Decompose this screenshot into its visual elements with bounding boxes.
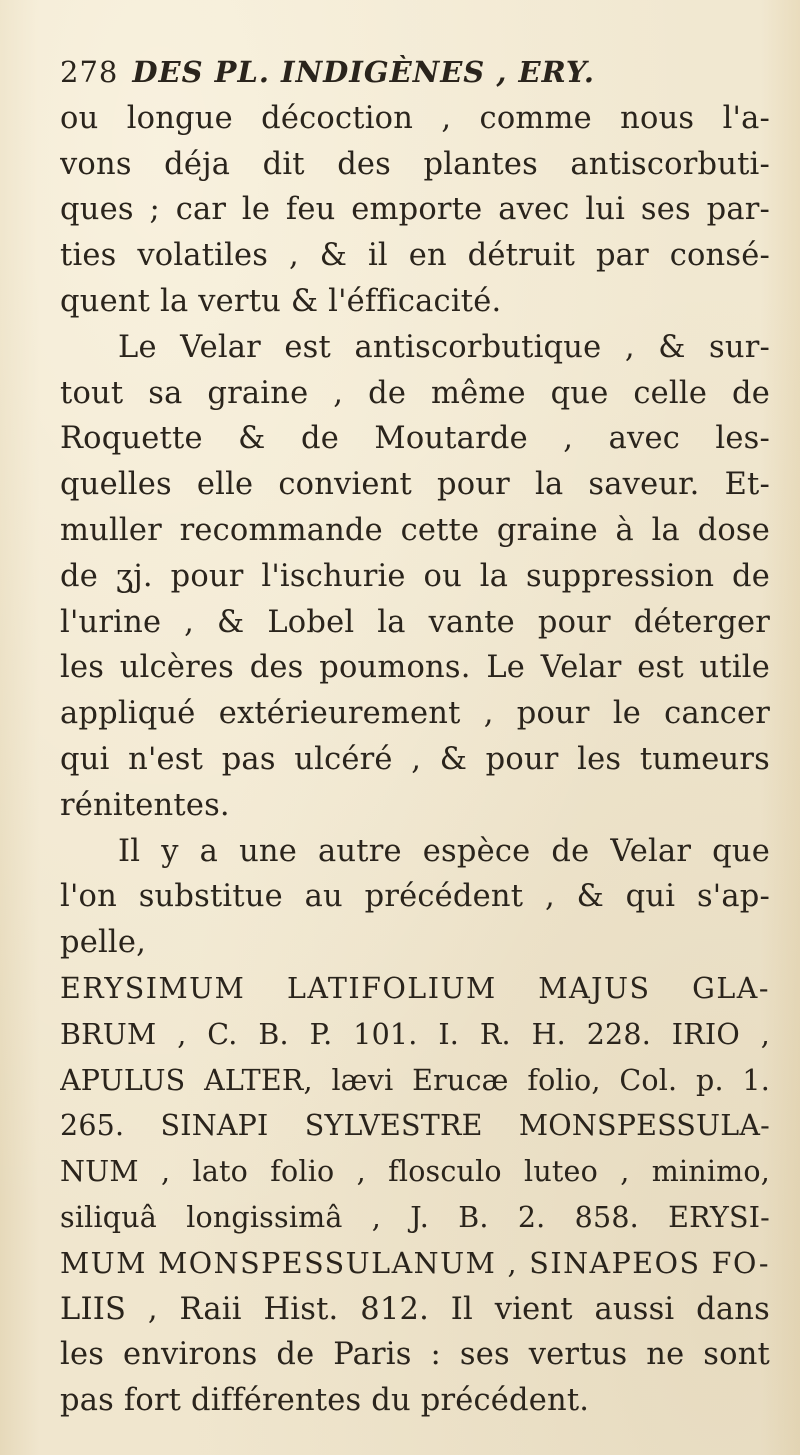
text-line: ou longue décoction , comme nous l'a- [60, 100, 770, 136]
text-line: de ʒj. pour l'ischurie ou la suppression de [60, 558, 770, 594]
text-line: vons déja dit des plantes antiscorbuti- [60, 146, 770, 182]
latin-synonym-line: MUM MONSPESSULANUM , SINAPEOS FO- [60, 1246, 770, 1280]
page-text [60, 50, 770, 1424]
text-line: appliqué extérieurement , pour le cancer [60, 696, 770, 732]
running-header [60, 50, 770, 96]
text-line: qui n'est pas ulcéré , & pour les tumeurs [60, 741, 770, 777]
text-line: quent la vertu & l'éfficacité. [60, 283, 502, 319]
text-line: ques ; car le feu emporte avec lui ses par- [60, 192, 770, 228]
text-line: Roquette & de Moutarde , avec les- [60, 421, 770, 457]
text-line: muller recommande cette graine à la dose [60, 512, 770, 548]
text-line: Il y a une autre espèce de Velar que [118, 833, 770, 869]
text-line: ties volatiles , & il en détruit par consé- [60, 238, 770, 274]
text-line: les ulcères des poumons. Le Velar est utile [60, 650, 770, 686]
text-line: pas fort différentes du précédent. [60, 1383, 590, 1419]
text-line: les environs de Paris : ses vertus ne sont [60, 1337, 770, 1373]
latin-synonym-line: APULUS ALTER, lævi Erucæ folio, Col. p. 1. [60, 1063, 770, 1097]
text-line: quelles elle convient pour la saveur. Et- [60, 467, 770, 503]
text-line: Le Velar est antiscorbutique , & sur- [118, 329, 770, 365]
text-line: pelle, [60, 925, 147, 961]
latin-synonym-line: NUM , lato folio , flosculo luteo , minimo, [60, 1155, 770, 1189]
running-title: DES PL. INDIGÈNES , ERY. [132, 55, 595, 89]
latin-synonym-line: siliquâ longissimâ , J. B. 2. 858. ERYSI- [60, 1200, 770, 1234]
text-line: LIIS , Raii Hist. 812. Il vient aussi dans [60, 1291, 770, 1327]
latin-synonym-line: BRUM , C. B. P. 101. I. R. H. 228. IRIO , [60, 1017, 770, 1051]
latin-synonym-line: 265. SINAPI SYLVESTRE MONSPESSULA- [60, 1109, 770, 1143]
text-line: tout sa graine , de même que celle de [60, 375, 770, 411]
text-line: l'urine , & Lobel la vante pour déterger [60, 604, 770, 640]
latin-synonym-line: ERYSIMUM LATIFOLIUM MAJUS GLA- [60, 971, 770, 1005]
page-number: 278 [60, 55, 119, 89]
text-line: l'on substitue au précédent , & qui s'ap- [60, 879, 770, 915]
text-line: rénitentes. [60, 787, 230, 823]
